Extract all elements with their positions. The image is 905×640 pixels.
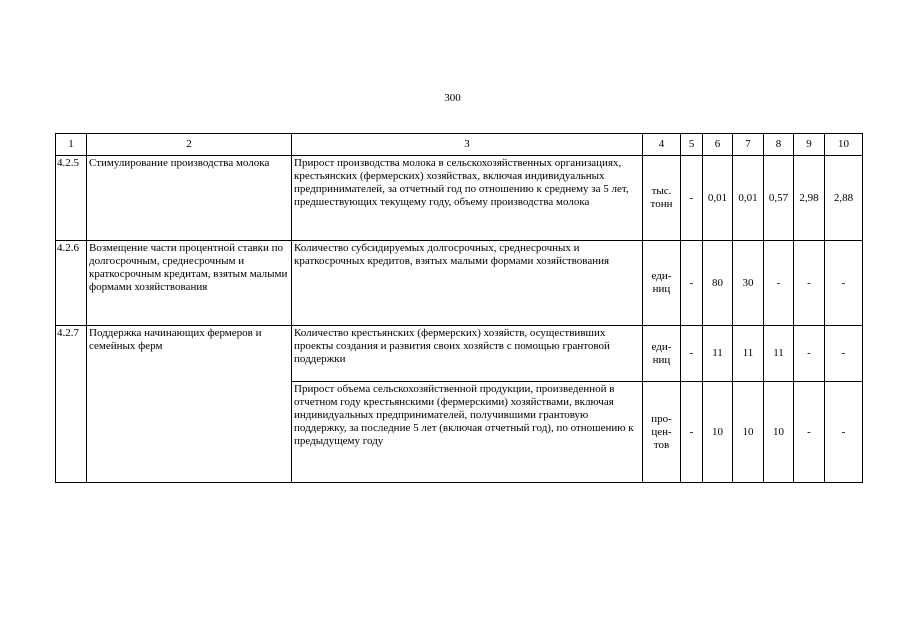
value-cell: - — [825, 241, 863, 326]
value-cell: - — [681, 382, 703, 483]
value-cell: 2,88 — [825, 156, 863, 241]
row-code: 4.2.7 — [56, 326, 87, 483]
column-header: 1 — [56, 134, 87, 156]
indicator-cell: Количество субсидируемых долгосрочных, среднесрочных и краткосрочных кредитов, взятых малыми формами хозяйствования — [292, 241, 643, 326]
indicator-cell: Прирост производства молока в сельскохозяйственных организациях, крестьянских (фермерских) хозяйствах, включая индивидуальных предпринимателей, за отчетный год по отношению к среднему за 5 лет, предшествующих текущему году, объему производства молока — [292, 156, 643, 241]
value-cell: - — [825, 326, 863, 382]
value-cell: 11 — [703, 326, 733, 382]
unit-cell: еди- ниц — [643, 326, 681, 382]
indicator-cell: Количество крестьянских (фермерских) хозяйств, осуществивших проекты создания и развития своих хозяйств с помощью грантовой поддержки — [292, 326, 643, 382]
unit-cell: еди- ниц — [643, 241, 681, 326]
column-header: 7 — [733, 134, 764, 156]
column-header: 9 — [794, 134, 825, 156]
table-row — [56, 156, 863, 241]
column-header: 4 — [643, 134, 681, 156]
column-header: 5 — [681, 134, 703, 156]
table-header-row — [56, 134, 863, 156]
unit-cell: тыс. тонн — [643, 156, 681, 241]
value-cell: - — [794, 241, 825, 326]
value-cell: 80 — [703, 241, 733, 326]
column-header: 6 — [703, 134, 733, 156]
row-code: 4.2.5 — [56, 156, 87, 241]
table-row — [56, 241, 863, 326]
value-cell: 11 — [733, 326, 764, 382]
value-cell: 10 — [733, 382, 764, 483]
value-cell: 30 — [733, 241, 764, 326]
value-cell: - — [794, 382, 825, 483]
value-cell: - — [681, 241, 703, 326]
value-cell: 0,57 — [764, 156, 794, 241]
indicator-cell: Прирост объема сельскохозяйственной продукции, произведенной в отчетном году крестьянскими (фермерскими) хозяйствами, включая индивидуальных предпринимателей, получившими грантовую поддержку, за последние 5 лет (включая отчетный год), по отношению к предыдущему году — [292, 382, 643, 483]
measure-cell: Стимулирование производства молока — [87, 156, 292, 241]
value-cell: 11 — [764, 326, 794, 382]
indicators-table — [55, 133, 863, 483]
value-cell: 10 — [703, 382, 733, 483]
table-row — [56, 326, 863, 382]
value-cell: - — [681, 156, 703, 241]
value-cell: 0,01 — [733, 156, 764, 241]
value-cell: 0,01 — [703, 156, 733, 241]
column-header: 2 — [87, 134, 292, 156]
page-number: 300 — [444, 92, 461, 104]
measure-cell: Возмещение части процентной ставки по долгосрочным, среднесрочным и краткосрочным кредитам, взятым малыми формами хозяйствования — [87, 241, 292, 326]
value-cell: - — [681, 326, 703, 382]
value-cell: 10 — [764, 382, 794, 483]
value-cell: - — [794, 326, 825, 382]
column-header: 3 — [292, 134, 643, 156]
column-header: 8 — [764, 134, 794, 156]
unit-cell: про- цен- тов — [643, 382, 681, 483]
value-cell: - — [825, 382, 863, 483]
value-cell: 2,98 — [794, 156, 825, 241]
measure-cell: Поддержка начинающих фермеров и семейных ферм — [87, 326, 292, 483]
row-code: 4.2.6 — [56, 241, 87, 326]
value-cell: - — [764, 241, 794, 326]
column-header: 10 — [825, 134, 863, 156]
